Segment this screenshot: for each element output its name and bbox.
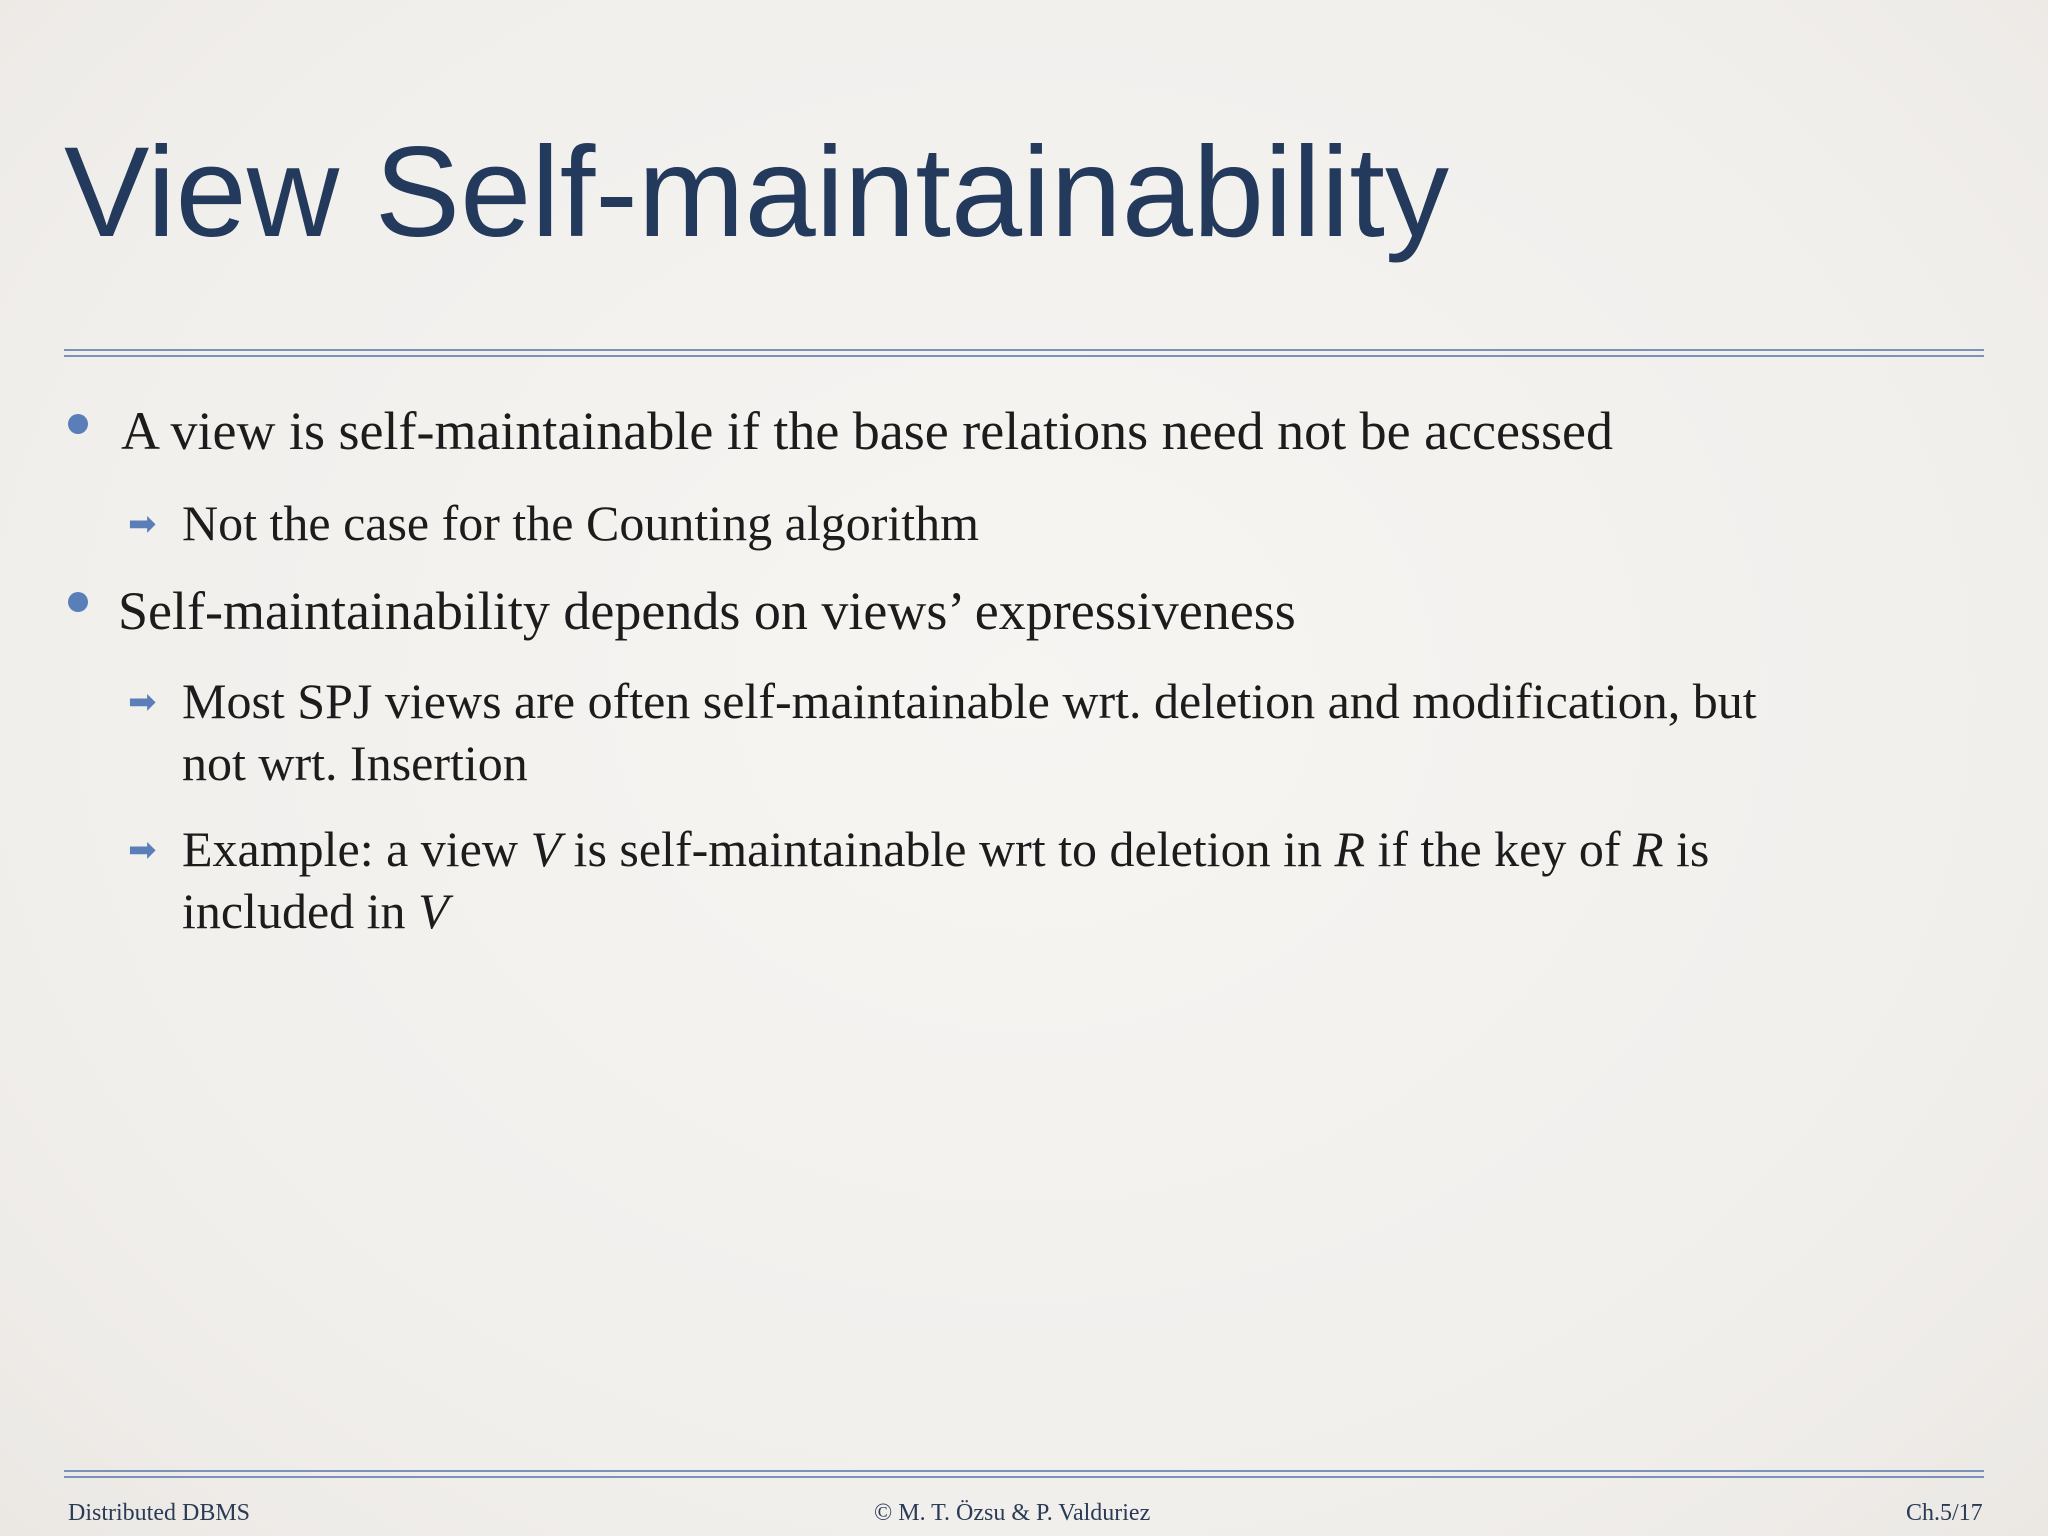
slide-title: View Self-maintainability [64, 121, 1449, 264]
view-variable: V [418, 883, 449, 939]
title-divider [64, 349, 1984, 357]
bullet-icon [68, 414, 88, 434]
arrow-right-icon: ➡ [128, 504, 157, 544]
bullet-2-text: Self-maintainability depends on views’ expressiveness [118, 581, 1296, 641]
example-text-c: if the key of [1365, 821, 1633, 877]
footer-copyright: © M. T. Özsu & P. Valduriez [874, 1500, 1151, 1526]
arrow-right-icon: ➡ [128, 682, 157, 722]
footer-divider [64, 1470, 1984, 1478]
bullet-1-sub-1-text: Not the case for the Counting algorithm [182, 495, 980, 551]
relation-variable: R [1334, 821, 1366, 877]
bullet-icon [68, 592, 88, 612]
footer-course: Distributed DBMS [68, 1500, 251, 1526]
example-text-d: is [1663, 821, 1710, 877]
view-variable: V [530, 821, 562, 877]
bullet-2-sub-1-line-2: not wrt. Insertion [182, 735, 528, 791]
footer-page-number: Ch.5/17 [1906, 1500, 1983, 1526]
example-text-e: included in [182, 883, 419, 939]
bullet-2-sub-1-line-1: Most SPJ views are often self-maintainable wrt. deletion and modification, but [182, 673, 1757, 729]
relation-variable: R [1632, 821, 1664, 877]
example-text-b: is self-maintainable wrt to deletion in [561, 821, 1335, 877]
arrow-right-icon: ➡ [128, 830, 157, 870]
bullet-2-sub-2-line-1 [182, 818, 1709, 880]
bullet-1-text: A view is self-maintainable if the base relations need not be accessed [121, 401, 1613, 461]
example-text-a: Example: a view [182, 821, 531, 877]
bullet-2-sub-2-line-2 [182, 880, 449, 942]
